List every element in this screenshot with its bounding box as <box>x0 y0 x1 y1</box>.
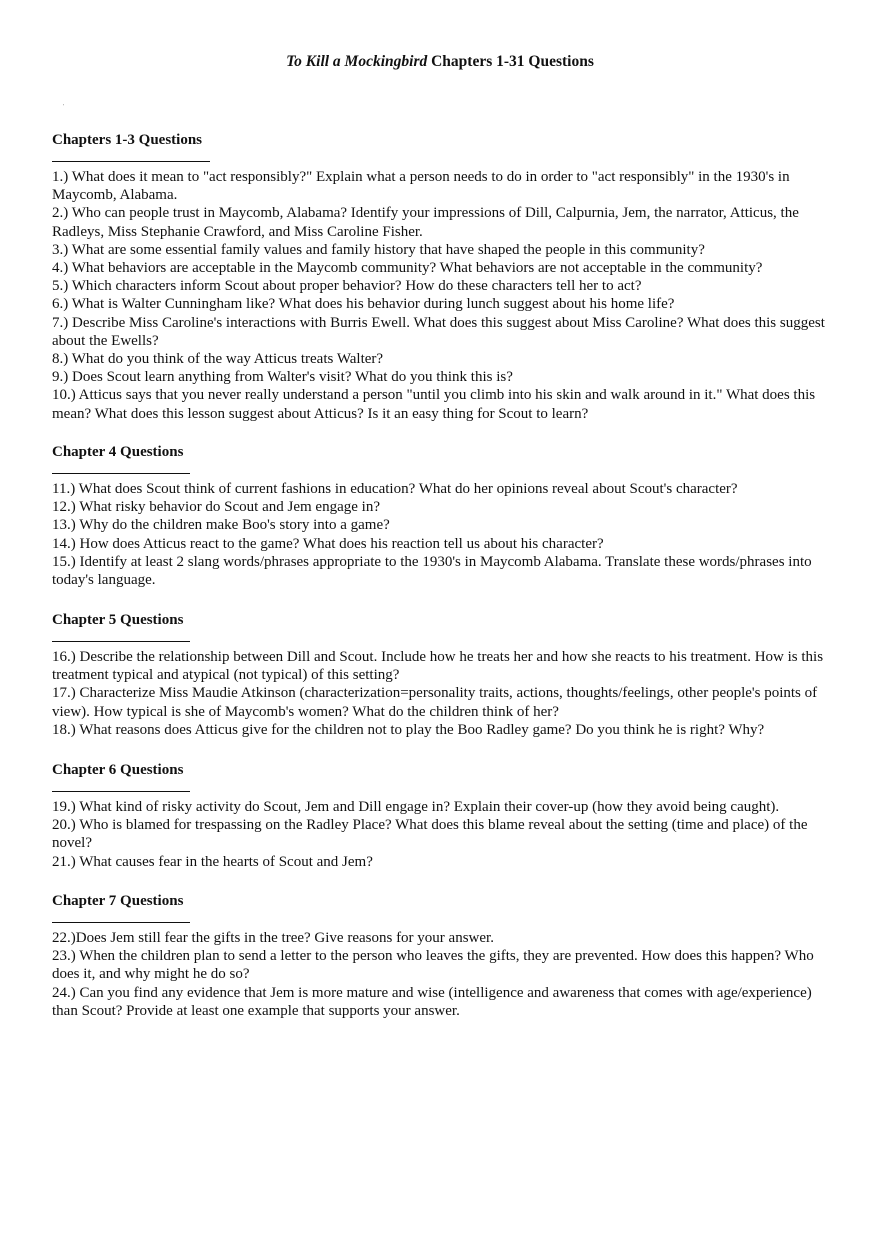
section-chapter-7 <box>52 892 832 1020</box>
question: 10.) Atticus says that you never really understand a person "until you climb into his skin and walk around in it." What does this mean? What does this lesson suggest about Atticus? Is it an easy thing for Scout to learn? <box>52 387 816 422</box>
section-heading: Chapter 7 Questions <box>52 893 184 909</box>
question: 16.) Describe the relationship between Dill and Scout. Include how he treats her and how she reacts to his treatment. How is this treatment typical and atypical (not typical) of this setting? <box>52 649 824 684</box>
section-heading: Chapters 1-3 Questions <box>52 132 203 148</box>
section-heading: Chapter 4 Questions <box>52 444 184 460</box>
question: 5.) Which characters inform Scout about proper behavior? How do these characters tell her to act? <box>52 278 642 295</box>
question: 8.) What do you think of the way Atticus treats Walter? <box>52 351 384 368</box>
question: 20.) Who is blamed for trespassing on the Radley Place? What does this blame reveal about the setting (time and place) of the novel? <box>52 817 808 852</box>
question: 7.) Describe Miss Caroline's interactions with Burris Ewell. What does this suggest about Miss Caroline? What does this suggest about the Ewells? <box>52 314 825 349</box>
title-suffix: Chapters 1-31 Questions <box>427 53 594 70</box>
question: 13.) Why do the children make Boo's story into a game? <box>52 517 390 534</box>
question: 1.) What does it mean to "act responsibly?" Explain what a person needs to do in order to "act responsibly" in the 1930's in Maycomb, Alabama. <box>52 169 790 204</box>
question: 6.) What is Walter Cunningham like? What does his behavior during lunch suggest about his home life? <box>52 296 675 313</box>
question: 17.) Characterize Miss Maudie Atkinson (characterization=personality traits, actions, thoughts/feelings, other people's points of view). How typical is she of Maycomb's women? What do the children think of her? <box>52 685 818 720</box>
book-title: To Kill a Mockingbird <box>286 53 428 70</box>
section-chapter-4 <box>52 443 832 589</box>
section-chapter-6 <box>52 761 832 871</box>
question: 4.) What behaviors are acceptable in the Maycomb community? What behaviors are not acceptable in the community? <box>52 260 763 277</box>
section-heading: Chapter 5 Questions <box>52 612 184 628</box>
question: 19.) What kind of risky activity do Scout, Jem and Dill engage in? Explain their cover-up (how they avoid being caught). <box>52 799 780 815</box>
question: 21.) What causes fear in the hearts of Scout and Jem? <box>52 853 373 870</box>
heading-rule <box>52 791 190 792</box>
question: 12.) What risky behavior do Scout and Jem engage in? <box>52 499 380 516</box>
question: 22.)Does Jem still fear the gifts in the tree? Give reasons for your answer. <box>52 930 494 946</box>
section-heading: Chapter 6 Questions <box>52 762 184 778</box>
heading-rule <box>52 473 190 474</box>
question: 15.) Identify at least 2 slang words/phrases appropriate to the 1930's in Maycomb Alabama. Translate these words/phrases into today's language. <box>52 553 812 589</box>
heading-rule <box>52 161 210 162</box>
question: 18.) What reasons does Atticus give for the children not to play the Boo Radley game? Do you think he is right? Why? <box>52 721 765 738</box>
question: 3.) What are some essential family values and family history that have shaped the people in this community? <box>52 241 705 258</box>
question: 23.) When the children plan to send a letter to the person who leaves the gifts, they are prevented. How does this happen? Who does it, and why might he do so? <box>52 948 814 983</box>
heading-rule <box>52 922 190 923</box>
question: 14.) How does Atticus react to the game? What does his reaction tell us about his character? <box>52 535 604 552</box>
scan-mark: ' <box>63 104 65 110</box>
question: 2.) Who can people trust in Maycomb, Alabama? Identify your impressions of Dill, Calpurnia, Jem, the narrator, Atticus, the Radleys, Miss Stephanie Crawford, and Miss Caroline Fisher. <box>52 205 799 240</box>
section-chapters-1-3 <box>52 131 832 423</box>
document-title <box>0 52 880 72</box>
question: 24.) Can you find any evidence that Jem is more mature and wise (intelligence and awareness that comes with age/experience) than Scout? Provide at least one example that supports your answer. <box>52 984 812 1019</box>
question: 9.) Does Scout learn anything from Walter's visit? What do you think this is? <box>52 369 513 386</box>
section-chapter-5 <box>52 611 832 739</box>
heading-rule <box>52 641 190 642</box>
question: 11.) What does Scout think of current fashions in education? What do her opinions reveal about Scout's character? <box>52 481 738 497</box>
